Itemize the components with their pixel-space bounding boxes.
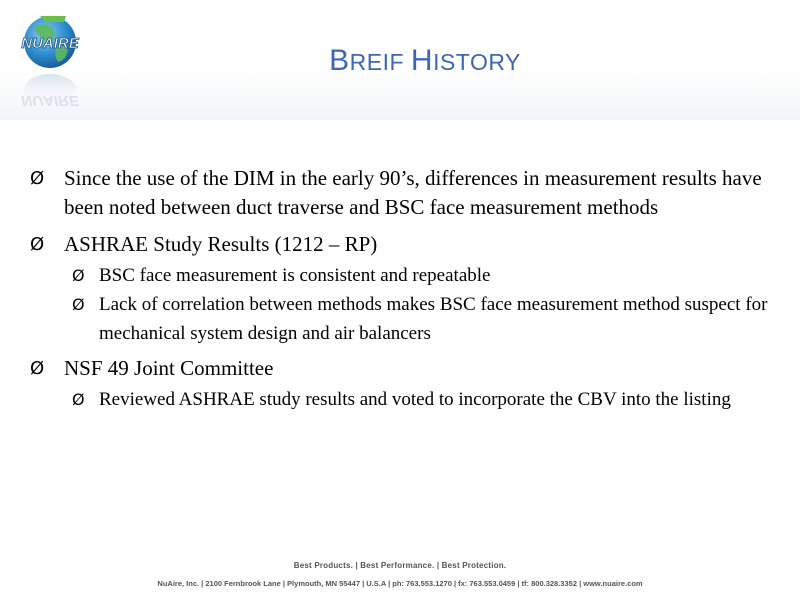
arrow-bullet-icon: Ø bbox=[72, 266, 85, 285]
arrow-bullet-icon: Ø bbox=[30, 358, 45, 379]
sub-bullet-item bbox=[72, 385, 770, 414]
arrow-bullet-icon: Ø bbox=[72, 295, 85, 314]
sub-bullet-item bbox=[72, 261, 770, 290]
footer-tagline: Best Products. | Best Performance. | Best Protection. bbox=[293, 561, 507, 570]
slide-title: BREIF HISTORY bbox=[329, 44, 521, 77]
sub-bullet-text: Lack of correlation between methods makes BSC face measurement method suspect for mechanical system design and air balancers bbox=[99, 294, 768, 344]
sub-bullet-item bbox=[72, 290, 770, 348]
arrow-bullet-icon: Ø bbox=[30, 168, 45, 189]
sub-bullet-text: BSC face measurement is consistent and repeatable bbox=[99, 265, 491, 286]
bullet-text: Since the use of the DIM in the early 90’s, differences in measurement results have been noted between duct traverse and BSC face measurement methods bbox=[64, 166, 762, 219]
sub-bullet-text: Reviewed ASHRAE study results and voted to incorporate the CBV into the listing bbox=[99, 389, 731, 410]
bullet-item bbox=[30, 164, 770, 222]
bullet-text: ASHRAE Study Results (1212 – RP) bbox=[64, 232, 378, 256]
bullet-text: NSF 49 Joint Committee bbox=[64, 356, 274, 380]
sub-bullet-list bbox=[30, 385, 770, 414]
footer-contact: NuAire, Inc. | 2100 Fernbrook Lane | Plymouth, MN 55447 | U.S.A | ph: 763.553.1270 | fx: 763.553.0459 | tf: 800.328.3352 | www.nuaire.com bbox=[157, 579, 643, 588]
bullet-item bbox=[30, 230, 770, 259]
arrow-bullet-icon: Ø bbox=[30, 234, 45, 255]
svg-text:NUAIRE: NUAIRE bbox=[21, 35, 79, 52]
sub-bullet-list bbox=[30, 261, 770, 348]
svg-text:NUAIRE: NUAIRE bbox=[21, 92, 79, 109]
bullet-item bbox=[30, 354, 770, 383]
arrow-bullet-icon: Ø bbox=[72, 390, 85, 409]
bullet-list bbox=[30, 164, 770, 420]
